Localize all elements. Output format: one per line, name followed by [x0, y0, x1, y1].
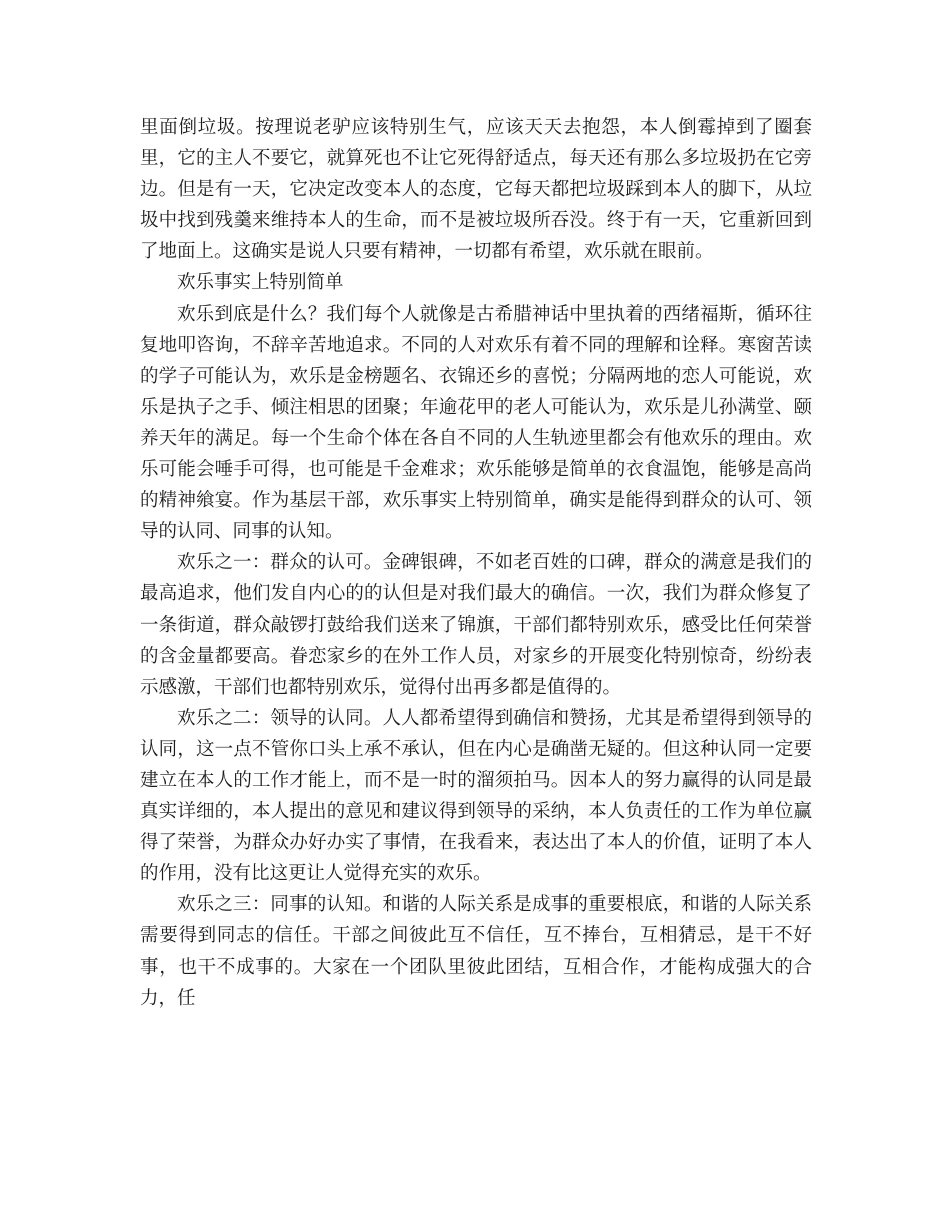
- paragraph-what-is-joy: 欢乐到底是什么？我们每个人就像是古希腊神话中里执着的西绪福斯，循环往复地叩咨询，不辞辛苦地追求。不同的人对欢乐有着不同的理解和诠释。寒窗苦读的学子可能认为，欢乐是金榜题名、衣锦还乡的喜悦；分隔两地的恋人可能说，欢乐是执子之手、倾注相思的团聚；年逾花甲的老人可能认为，欢乐是儿孙满堂、颐养天年的满足。每一个生命个体在各自不同的人生轨迹里都会有他欢乐的理由。欢乐可能会唾手可得，也可能是千金难求；欢乐能够是简单的衣食温饱，能够是高尚的精神飨宴。作为基层干部，欢乐事实上特别简单，确实是能得到群众的认可、领导的认同、同事的认知。: [140, 303, 812, 543]
- document-body: [140, 112, 812, 1014]
- paragraph-continuation: 里面倒垃圾。按理说老驴应该特别生气，应该天天去抱怨，本人倒霉掉到了圈套里，它的主人不要它，就算死也不让它死得舒适点，每天还有那么多垃圾扔在它旁边。但是有一天，它决定改变本人的态度，它每天都把垃圾踩到本人的脚下，从垃圾中找到残羹来维持本人的生命，而不是被垃圾所吞没。终于有一天，它重新回到了地面上。这确实是说人只要有精神，一切都有希望，欢乐就在眼前。: [140, 117, 812, 263]
- paragraph-joy-one: 欢乐之一：群众的认可。金碑银碑，不如老百姓的口碑，群众的满意是我们的最高追求，他们发自内心的的认但是对我们最大的确信。一次，我们为群众修复了一条街道，群众敲锣打鼓给我们送来了锦旗，干部们都特别欢乐，感受比任何荣誉的含金量都要高。眷恋家乡的在外工作人员，对家乡的开展变化特别惊奇，纷纷表示感激，干部们也都特别欢乐，觉得付出再多都是值得的。: [140, 552, 812, 698]
- section-heading: 欢乐事实上特别简单: [177, 272, 344, 294]
- paragraph-joy-two: 欢乐之二：领导的认同。人人都希望得到确信和赞扬，尤其是希望得到领导的认同，这一点不管你口头上承不承认，但在内心是确凿无疑的。但这种认同一定要建立在本人的工作才能上，而不是一时的溜须拍马。因本人的努力赢得的认同是最真实详细的，本人提出的意见和建议得到领导的采纳，本人负责任的工作为单位赢得了荣誉，为群众办好办实了事情，在我看来，表达出了本人的价值，证明了本人的作用，没有比这更让人觉得充实的欢乐。: [140, 707, 812, 885]
- paragraph-joy-three: 欢乐之三：同事的认知。和谐的人际关系是成事的重要根底，和谐的人际关系需要得到同志的信任。干部之间彼此互不信任，互不捧台，互相猜忌，是干不好事，也干不成事的。大家在一个团队里彼此团结，互相合作，才能构成强大的合力，任: [140, 894, 812, 1009]
